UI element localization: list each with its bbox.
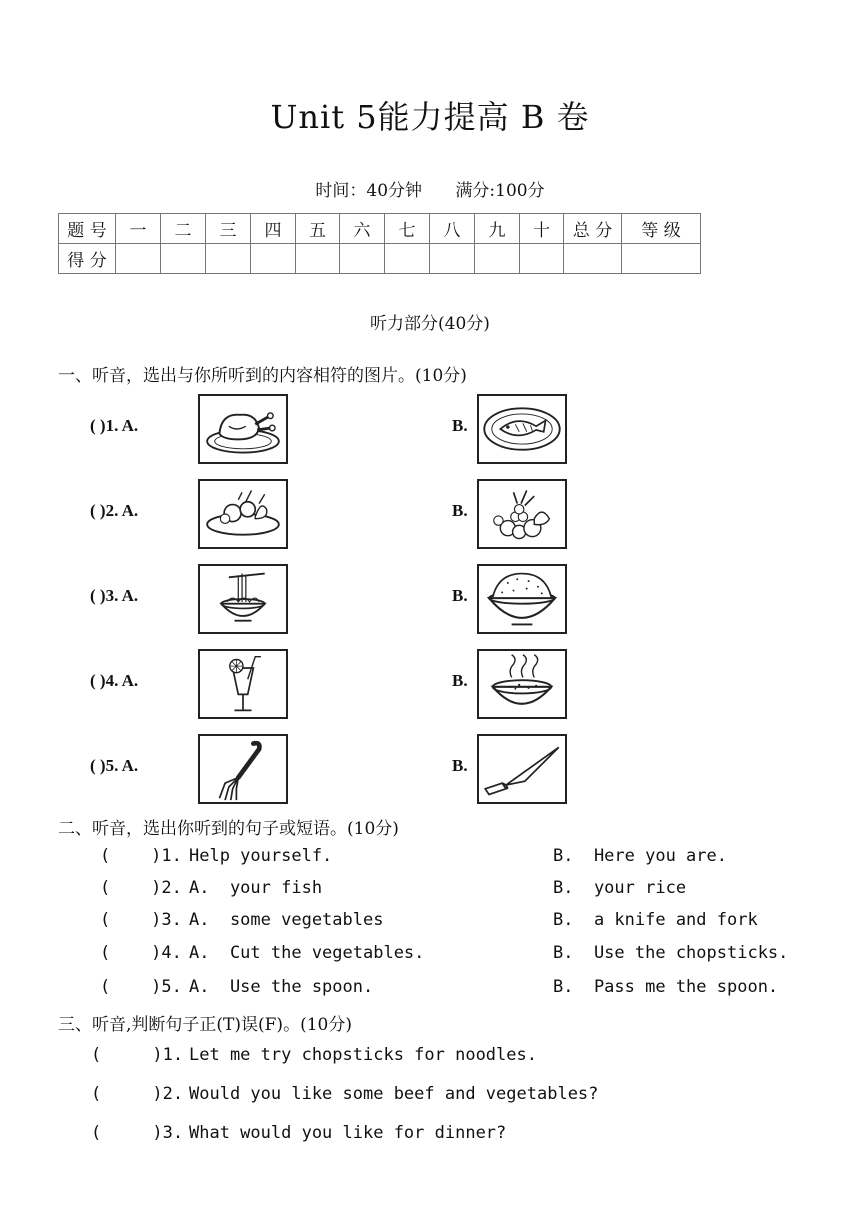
vegetables-plate-icon[interactable]: [198, 479, 288, 549]
noodles-bowl-icon[interactable]: [198, 564, 288, 634]
question-number: ( )3. A.: [90, 586, 139, 605]
option-b-label: B.: [452, 586, 468, 605]
score-row-label: 得 分: [59, 244, 116, 274]
picture-question-row: [0, 394, 860, 468]
option-b-text: B. your rice: [553, 878, 687, 898]
score-header-cell: 五: [296, 214, 340, 244]
statement-text: Let me try chopsticks for noodles.: [189, 1045, 537, 1065]
option-b-label: B.: [452, 671, 468, 690]
score-header-cell: 总 分: [564, 214, 622, 244]
option-b-text: B. Pass me the spoon.: [553, 977, 779, 997]
question-number: ( )2. A.: [90, 501, 139, 520]
option-a-text: A. some vegetables: [189, 910, 384, 930]
rice-bowl-icon[interactable]: [477, 564, 567, 634]
soup-bowl-icon[interactable]: [477, 649, 567, 719]
answer-blank[interactable]: ( )3.: [91, 1123, 184, 1143]
score-cell[interactable]: [161, 244, 206, 274]
fruit-pile-icon[interactable]: [477, 479, 567, 549]
option-a-text: Help yourself.: [189, 846, 333, 866]
option-b-label: B.: [452, 416, 468, 435]
fish-plate-icon[interactable]: [477, 394, 567, 464]
answer-blank[interactable]: ( )1.: [100, 846, 182, 866]
statement-text: What would you like for dinner?: [189, 1123, 507, 1143]
roast-chicken-icon[interactable]: [198, 394, 288, 464]
answer-blank[interactable]: ( )2.: [91, 1084, 184, 1104]
section2-title: 二、听音，选出你听到的句子或短语。(10分): [58, 819, 399, 839]
score-header-cell: 八: [430, 214, 475, 244]
score-header-cell: 题 号: [59, 214, 116, 244]
picture-question-row: [0, 564, 860, 638]
question-number: ( )4. A.: [90, 671, 139, 690]
answer-blank[interactable]: ( )4.: [100, 943, 182, 963]
score-header-cell: 等 级: [622, 214, 701, 244]
score-table: [58, 213, 701, 274]
score-cell[interactable]: [430, 244, 475, 274]
score-cell[interactable]: [622, 244, 701, 274]
picture-question-row: [0, 734, 860, 808]
score-cell[interactable]: [116, 244, 161, 274]
picture-question-row: [0, 649, 860, 723]
score-cell[interactable]: [475, 244, 520, 274]
option-b-text: B. Use the chopsticks.: [553, 943, 789, 963]
question-number: ( )1. A.: [90, 416, 139, 435]
score-header-cell: 一: [116, 214, 161, 244]
statement-text: Would you like some beef and vegetables?: [189, 1084, 599, 1104]
score-cell[interactable]: [564, 244, 622, 274]
score-header-cell: 二: [161, 214, 206, 244]
question-number: ( )5. A.: [90, 756, 139, 775]
juice-glass-icon[interactable]: [198, 649, 288, 719]
score-cell[interactable]: [520, 244, 564, 274]
listening-part-title: 听力部分(40分): [370, 314, 490, 334]
score-header-cell: 七: [385, 214, 430, 244]
score-header-cell: 四: [251, 214, 296, 244]
option-b-label: B.: [452, 756, 468, 775]
section3-title: 三、听音,判断句子正(T)误(F)。(10分): [58, 1015, 352, 1035]
section1-title: 一、听音，选出与你所听到的内容相符的图片。(10分): [58, 366, 467, 386]
answer-blank[interactable]: ( )5.: [100, 977, 182, 997]
score-header-cell: 九: [475, 214, 520, 244]
option-b-text: B. Here you are.: [553, 846, 727, 866]
answer-blank[interactable]: ( )2.: [100, 878, 182, 898]
option-a-text: A. your fish: [189, 878, 323, 898]
option-a-text: A. Cut the vegetables.: [189, 943, 425, 963]
fork-icon[interactable]: [198, 734, 288, 804]
exam-info: [0, 176, 860, 201]
score-header-cell: 十: [520, 214, 564, 244]
score-table-header-row: [59, 214, 701, 244]
score-cell[interactable]: [296, 244, 340, 274]
option-b-label: B.: [452, 501, 468, 520]
score-cell[interactable]: [206, 244, 251, 274]
score-cell[interactable]: [251, 244, 296, 274]
score-cell[interactable]: [385, 244, 430, 274]
option-a-text: A. Use the spoon.: [189, 977, 374, 997]
time-label: 时间：40分钟: [315, 181, 423, 201]
score-header-cell: 三: [206, 214, 251, 244]
score-cell[interactable]: [340, 244, 385, 274]
option-b-text: B. a knife and fork: [553, 910, 758, 930]
answer-blank[interactable]: ( )1.: [91, 1045, 184, 1065]
picture-question-row: [0, 479, 860, 553]
answer-blank[interactable]: ( )3.: [100, 910, 182, 930]
page-title: Unit 5能力提高 B 卷: [270, 98, 590, 136]
knife-icon[interactable]: [477, 734, 567, 804]
full-score-label: 满分:100分: [455, 181, 545, 201]
score-header-cell: 六: [340, 214, 385, 244]
score-table-score-row: [59, 244, 701, 274]
